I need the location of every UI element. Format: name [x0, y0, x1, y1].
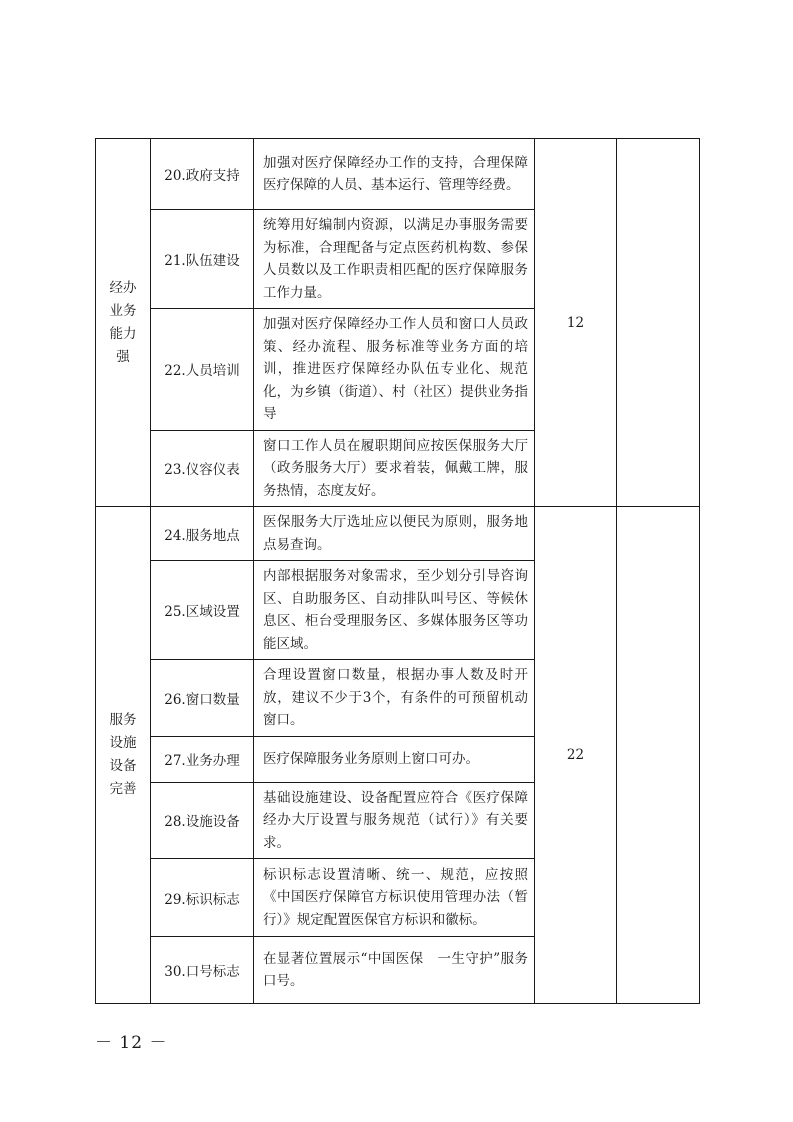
score-cell: 22: [535, 507, 617, 1004]
item-description: 基础设施建设、设备配置应符合《医疗保障经办大厅设置与服务规范（试行）》有关要求。: [254, 782, 535, 859]
item-label: 21.队伍建设: [151, 210, 254, 309]
item-description: 医保服务大厅选址应以便民为原则，服务地点易查询。: [254, 507, 535, 561]
item-label: 27.业务办理: [151, 736, 254, 782]
score-cell: 12: [535, 139, 617, 507]
category-label: 经办业务能力强: [109, 279, 137, 365]
item-description: 标识标志设置清晰、统一、规范，应按照《中国医疗保障官方标识使用管理办法（暂行）》规定配置医保官方标识和徽标。: [254, 859, 535, 937]
item-label: 24.服务地点: [151, 507, 254, 561]
item-label: 28.设施设备: [151, 782, 254, 859]
item-label: 20.政府支持: [151, 139, 254, 210]
category-label: 服务设施设备完善: [109, 712, 137, 797]
blank-cell: [617, 139, 700, 507]
category-cell: [96, 507, 151, 1004]
item-label: 30.口号标志: [151, 937, 254, 1004]
page-number: － 12 －: [95, 1033, 168, 1053]
item-description: 内部根据服务对象需求，至少划分引导咨询区、自助服务区、自动排队叫号区、等候休息区、柜台受理服务区、多媒体服务区等功能区域。: [254, 561, 535, 660]
item-label: 22.人员培训: [151, 309, 254, 431]
table-row: [96, 507, 700, 561]
item-label: 29.标识标志: [151, 859, 254, 937]
item-description: 窗口工作人员在履职期间应按医保服务大厅（政务服务大厅）要求着装，佩戴工牌，服务热情，态度友好。: [254, 430, 535, 507]
blank-cell: [617, 507, 700, 1004]
item-description: 统筹用好编制内资源，以满足办事服务需要为标准，合理配备与定点医药机构数、参保人员数以及工作职责相匹配的医疗保障服务工作力量。: [254, 210, 535, 309]
item-label: 23.仪容仪表: [151, 430, 254, 507]
table-row: [96, 139, 700, 210]
item-description: 加强对医疗保障经办工作的支持，合理保障医疗保障的人员、基本运行、管理等经费。: [254, 139, 535, 210]
item-label: 25.区域设置: [151, 561, 254, 660]
item-description: 在显著位置展示“中国医保 一生守护”服务口号。: [254, 937, 535, 1004]
item-description: 合理设置窗口数量，根据办事人数及时开放，建议不少于3个，有条件的可预留机动窗口。: [254, 660, 535, 737]
item-description: 医疗保障服务业务原则上窗口可办。: [254, 736, 535, 782]
item-description: 加强对医疗保障经办工作人员和窗口人员政策、经办流程、服务标准等业务方面的培训，推进医疗保障经办队伍专业化、规范化，为乡镇（街道）、村（社区）提供业务指导: [254, 309, 535, 431]
category-cell: [96, 139, 151, 507]
item-label: 26.窗口数量: [151, 660, 254, 737]
evaluation-table: [95, 138, 700, 1004]
